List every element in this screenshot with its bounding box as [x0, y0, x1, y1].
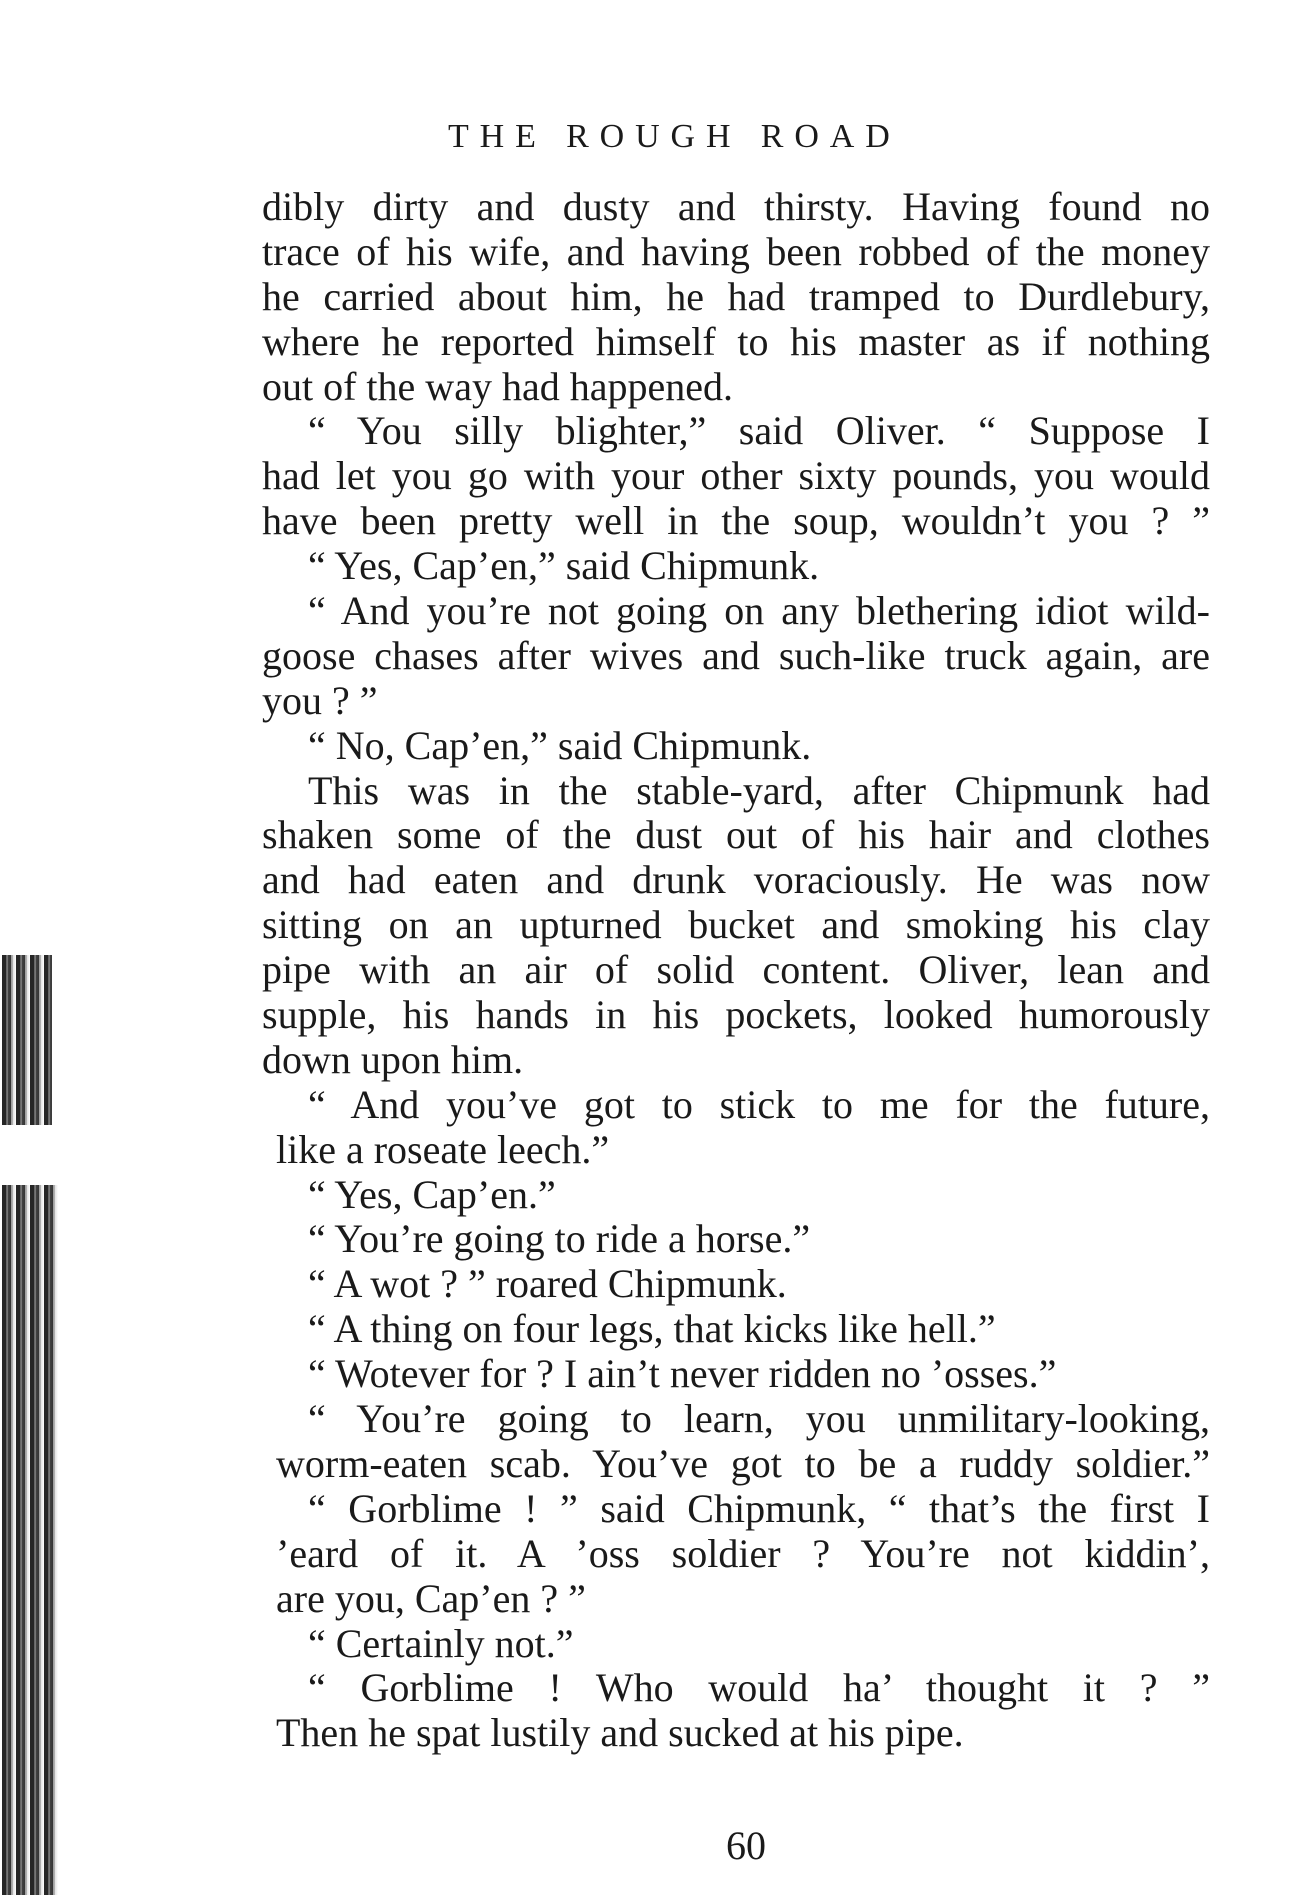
text-line: “ Yes, Cap’en,” said Chipmunk. — [308, 544, 820, 589]
text-line: shaken some of the dust out of his hair and clothes — [262, 813, 1210, 858]
text-line: goose chases after wives and such-like truck again, are — [262, 633, 1210, 678]
text-line: you ? ” — [262, 678, 378, 723]
text-line: “ No, Cap’en,” said Chipmunk. — [308, 723, 812, 768]
page-number: 60 — [726, 1823, 766, 1868]
text-line: “ You’re going to learn, you unmilitary-looking, — [308, 1397, 1210, 1442]
text-line: out of the way had happened. — [262, 364, 733, 409]
text-line: “ Certainly not.” — [308, 1621, 574, 1666]
text-line: have been pretty well in the soup, wouldn’t you ? ” — [262, 499, 1210, 544]
text-line: “ Gorblime ! ” said Chipmunk, “ that’s the first I — [308, 1486, 1210, 1531]
text-line: are you, Cap’en ? ” — [276, 1576, 586, 1621]
text-line: he carried about him, he had tramped to Durdlebury, — [262, 274, 1210, 319]
text-line: supple, his hands in his pockets, looked humorously — [262, 993, 1210, 1038]
text-line: had let you go with your other sixty pounds, you would — [262, 454, 1210, 499]
binding-edge-scan-artifact-lower — [2, 1185, 58, 1895]
running-head: THE ROUGH ROAD — [448, 118, 901, 155]
text-line: down upon him. — [262, 1037, 524, 1082]
text-line: and had eaten and drunk voraciously. He was now — [262, 858, 1210, 903]
text-line: ’eard of it. A ’oss soldier ? You’re not kiddin’, — [276, 1531, 1210, 1576]
text-line: like a roseate leech.” — [276, 1127, 610, 1172]
text-line: where he reported himself to his master as if nothing — [262, 319, 1210, 364]
text-line: “ A wot ? ” roared Chipmunk. — [308, 1262, 787, 1307]
text-line: “ Gorblime ! Who would ha’ thought it ? ” — [308, 1666, 1210, 1711]
body-text — [262, 185, 1210, 1756]
text-line: “ And you’re not going on any blethering idiot wild- — [308, 589, 1210, 634]
text-line: worm-eaten scab. You’ve got to be a ruddy soldier.” — [276, 1441, 1210, 1486]
text-line: pipe with an air of solid content. Oliver, lean and — [262, 948, 1210, 993]
text-line: “ You silly blighter,” said Oliver. “ Suppose I — [308, 409, 1210, 454]
text-line: “ Wotever for ? I ain’t never ridden no ’osses.” — [308, 1352, 1057, 1397]
text-line: trace of his wife, and having been robbed of the money — [262, 229, 1210, 274]
text-line: “ Yes, Cap’en.” — [308, 1172, 556, 1217]
text-line: Then he spat lustily and sucked at his pipe. — [276, 1711, 964, 1756]
text-line: “ And you’ve got to stick to me for the future, — [308, 1082, 1210, 1127]
text-line: dibly dirty and dusty and thirsty. Having found no — [262, 185, 1210, 229]
text-line: “ You’re going to ride a horse.” — [308, 1217, 811, 1262]
text-line: This was in the stable-yard, after Chipmunk had — [308, 768, 1210, 813]
text-line: “ A thing on four legs, that kicks like hell.” — [308, 1307, 996, 1352]
binding-edge-scan-artifact — [2, 955, 52, 1125]
text-line: sitting on an upturned bucket and smoking his clay — [262, 903, 1210, 948]
